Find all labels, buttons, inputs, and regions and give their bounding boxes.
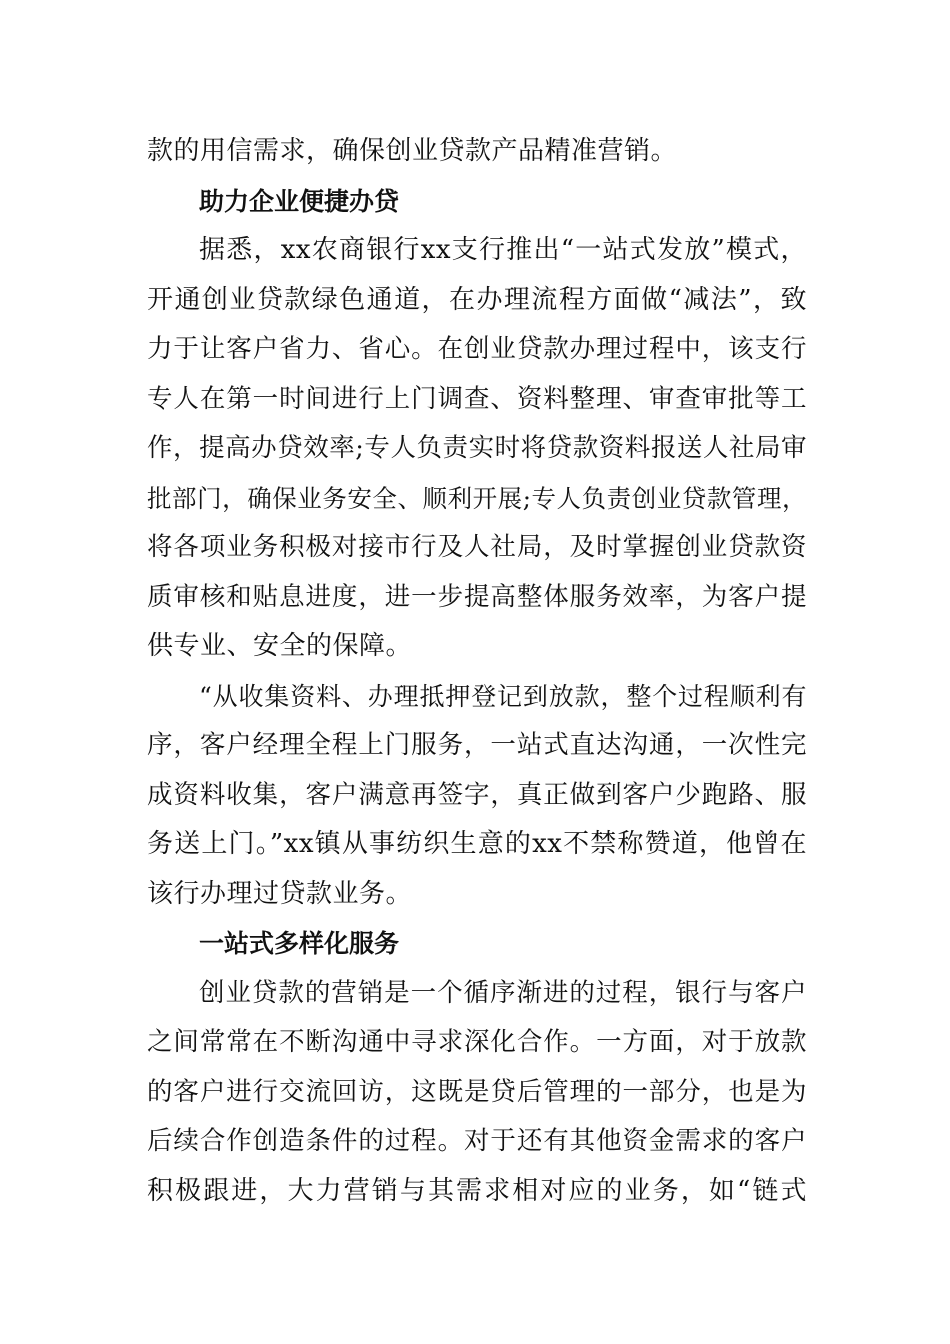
paragraph-line: 供专业、安全的保障。 xyxy=(147,631,413,661)
paragraph-line: 开通创业贷款绿色通道，在办理流程方面做“减法”，致 xyxy=(147,284,807,315)
paragraph-line: 质审核和贴息进度，进一步提高整体服务效率，为客户提 xyxy=(147,581,807,612)
paragraph-line: 的客户进行交流回访，这既是贷后管理的一部分，也是为 xyxy=(147,1076,807,1107)
document-body xyxy=(147,127,807,1216)
paragraph-line: 据悉，xx农商银行xx支行推出“一站式发放”模式， xyxy=(199,235,807,265)
paragraph-line: “从收集资料、办理抵押登记到放款，整个过程顺利有 xyxy=(199,681,807,711)
paragraph-line: 作，提高办贷效率;专人负责实时将贷款资料报送人社局审 xyxy=(147,433,807,463)
paragraph-line: 成资料收集，客户满意再签字，真正做到客户少跑路、服 xyxy=(147,779,807,810)
paragraph-line: 序，客户经理全程上门服务，一站式直达沟通，一次性完 xyxy=(147,730,807,760)
section-heading: 一站式多样化服务 xyxy=(199,929,400,958)
paragraph-line: 务送上门。”xx镇从事纺织生意的xx不禁称赞道，他曾在 xyxy=(147,829,807,859)
paragraph-line: 创业贷款的营销是一个循序渐进的过程，银行与客户 xyxy=(199,977,807,1008)
paragraph-line: 后续合作创造条件的过程。对于还有其他资金需求的客户 xyxy=(147,1126,807,1156)
paragraph-line: 将各项业务积极对接市行及人社局，及时掌握创业贷款资 xyxy=(147,532,807,562)
section-heading: 助力企业便捷办贷 xyxy=(199,186,400,216)
paragraph-line: 力于让客户省力、省心。在创业贷款办理过程中，该支行 xyxy=(147,334,807,364)
paragraph-line: 款的用信需求，确保创业贷款产品精准营销。 xyxy=(147,136,678,166)
paragraph-line: 该行办理过贷款业务。 xyxy=(147,878,413,909)
paragraph-line: 批部门，确保业务安全、顺利开展;专人负责创业贷款管理， xyxy=(147,483,807,513)
paragraph-line: 专人在第一时间进行上门调查、资料整理、审查审批等工 xyxy=(147,383,807,414)
paragraph-line: 积极跟进，大力营销与其需求相对应的业务，如“链式 xyxy=(147,1175,807,1206)
paragraph-line: 之间常常在不断沟通中寻求深化合作。一方面，对于放款 xyxy=(147,1027,807,1057)
